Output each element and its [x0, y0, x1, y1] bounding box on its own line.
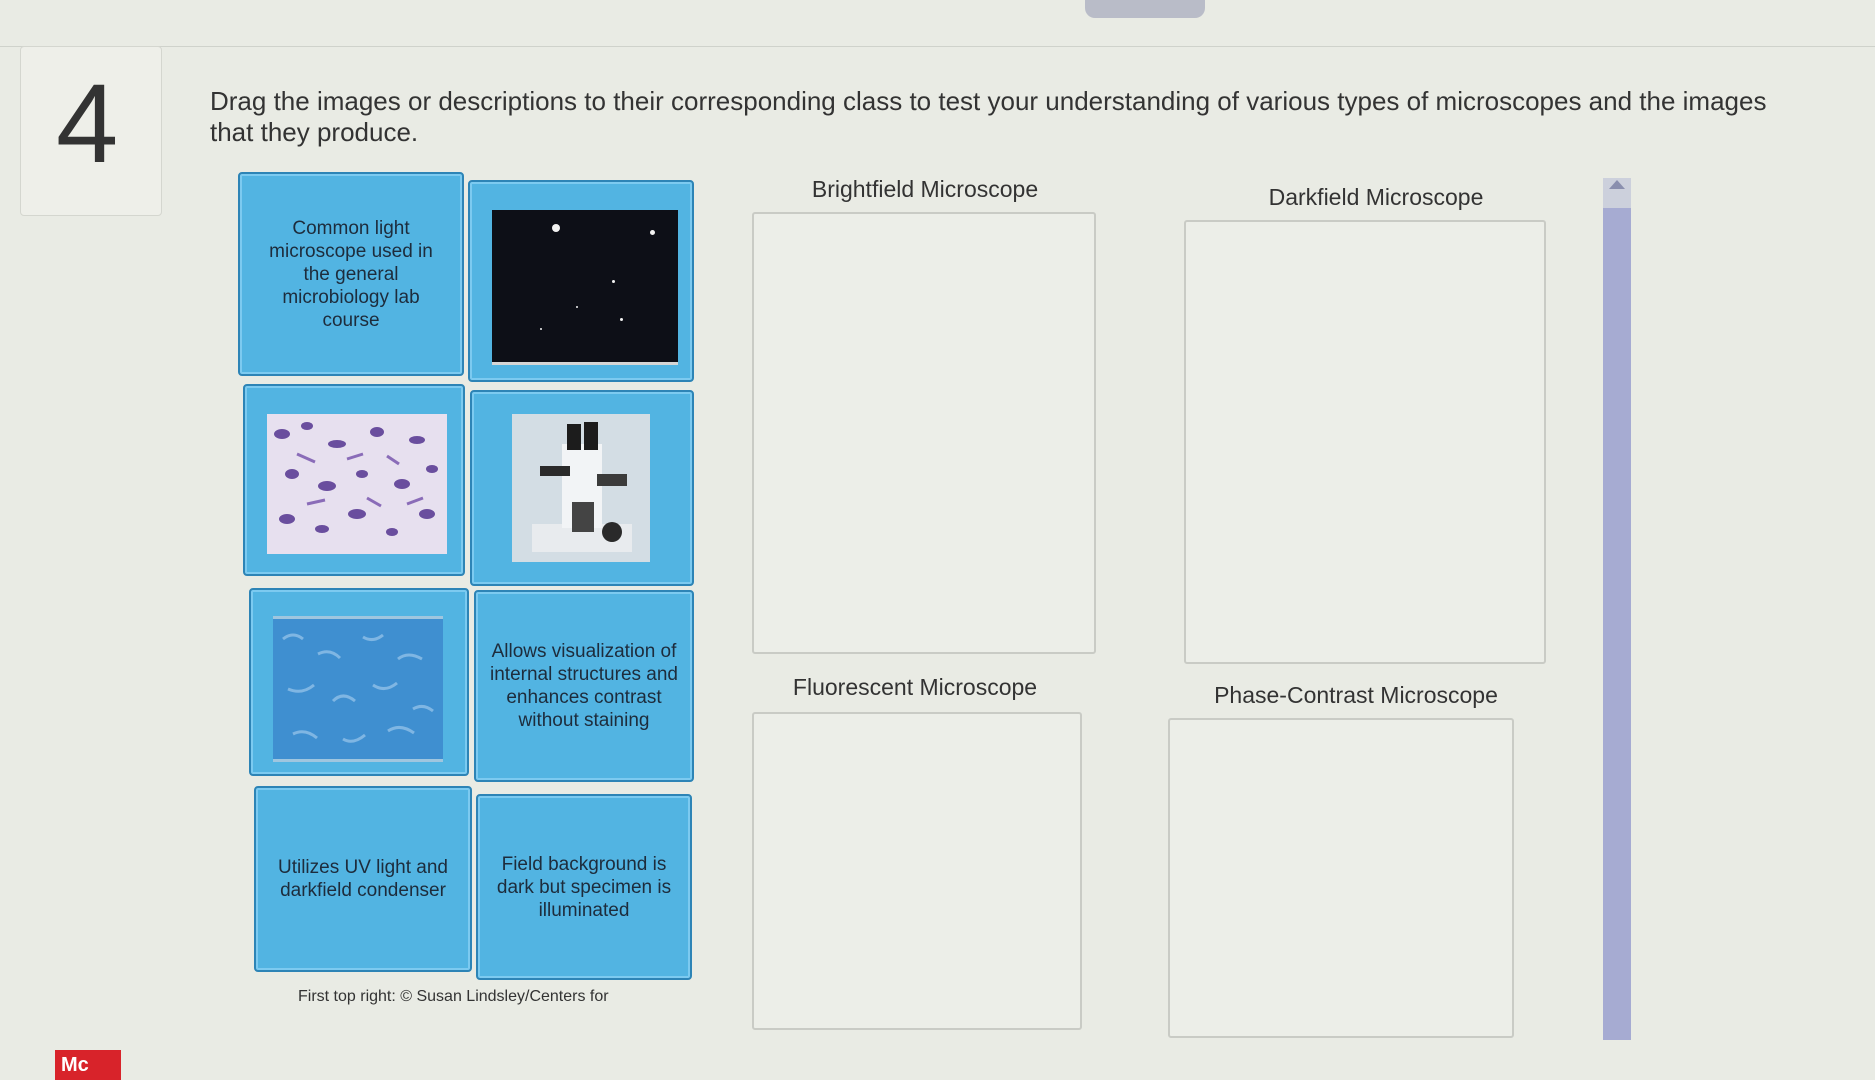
tile-phase-image[interactable]: [249, 588, 469, 776]
zone-label-fluorescent: Fluorescent Microscope: [792, 674, 1038, 700]
question-number: 4: [56, 61, 119, 186]
image-credit: First top right: © Susan Lindsley/Centers for: [298, 988, 609, 1005]
drop-zone-fluorescent[interactable]: [752, 712, 1082, 1030]
drop-zone-brightfield[interactable]: [752, 212, 1096, 654]
top-tab[interactable]: [1085, 0, 1205, 18]
tile-utilizes-uv[interactable]: [254, 786, 472, 972]
scrollbar-thumb[interactable]: [1603, 208, 1631, 1040]
tile-darkfield-image[interactable]: [468, 180, 694, 382]
stained-bacteria-image: [267, 414, 447, 554]
fluorescent-microscope-photo: [512, 414, 650, 562]
darkfield-specimen-image: [492, 210, 678, 365]
tile-field-background[interactable]: [476, 794, 692, 980]
drop-zone-phase-contrast[interactable]: [1168, 718, 1514, 1038]
tile-common-light[interactable]: [238, 172, 464, 376]
drop-zone-darkfield[interactable]: [1184, 220, 1546, 664]
tile-stained-image[interactable]: [243, 384, 465, 576]
tile-label: Field background is dark but specimen is illuminated: [496, 853, 672, 921]
phase-contrast-cells-image: [273, 616, 443, 762]
vertical-scrollbar[interactable]: [1603, 178, 1631, 1040]
tile-label: Utilizes UV light and darkfield condenser: [277, 857, 449, 901]
scroll-up-arrow-icon[interactable]: [1609, 180, 1625, 189]
zone-label-phase-contrast: Phase-Contrast Microscope: [1214, 682, 1498, 708]
tile-allows-visualization[interactable]: [474, 590, 694, 782]
tile-label: Allows visualization of internal structures and enhances contrast without staining: [490, 641, 678, 731]
tile-microscope-image[interactable]: [470, 390, 694, 586]
top-divider: [0, 46, 1875, 47]
question-prompt: Drag the images or descriptions to their corresponding class to test your understanding of various types of microscopes and the images that they produce.: [210, 86, 1767, 147]
zone-label-brightfield: Brightfield Microscope: [811, 176, 1039, 202]
zone-label-darkfield: Darkfield Microscope: [1268, 184, 1484, 210]
tile-label: Common light microscope used in the general microbiology lab course: [269, 217, 433, 331]
mcgraw-hill-logo: Mc: [55, 1050, 121, 1080]
